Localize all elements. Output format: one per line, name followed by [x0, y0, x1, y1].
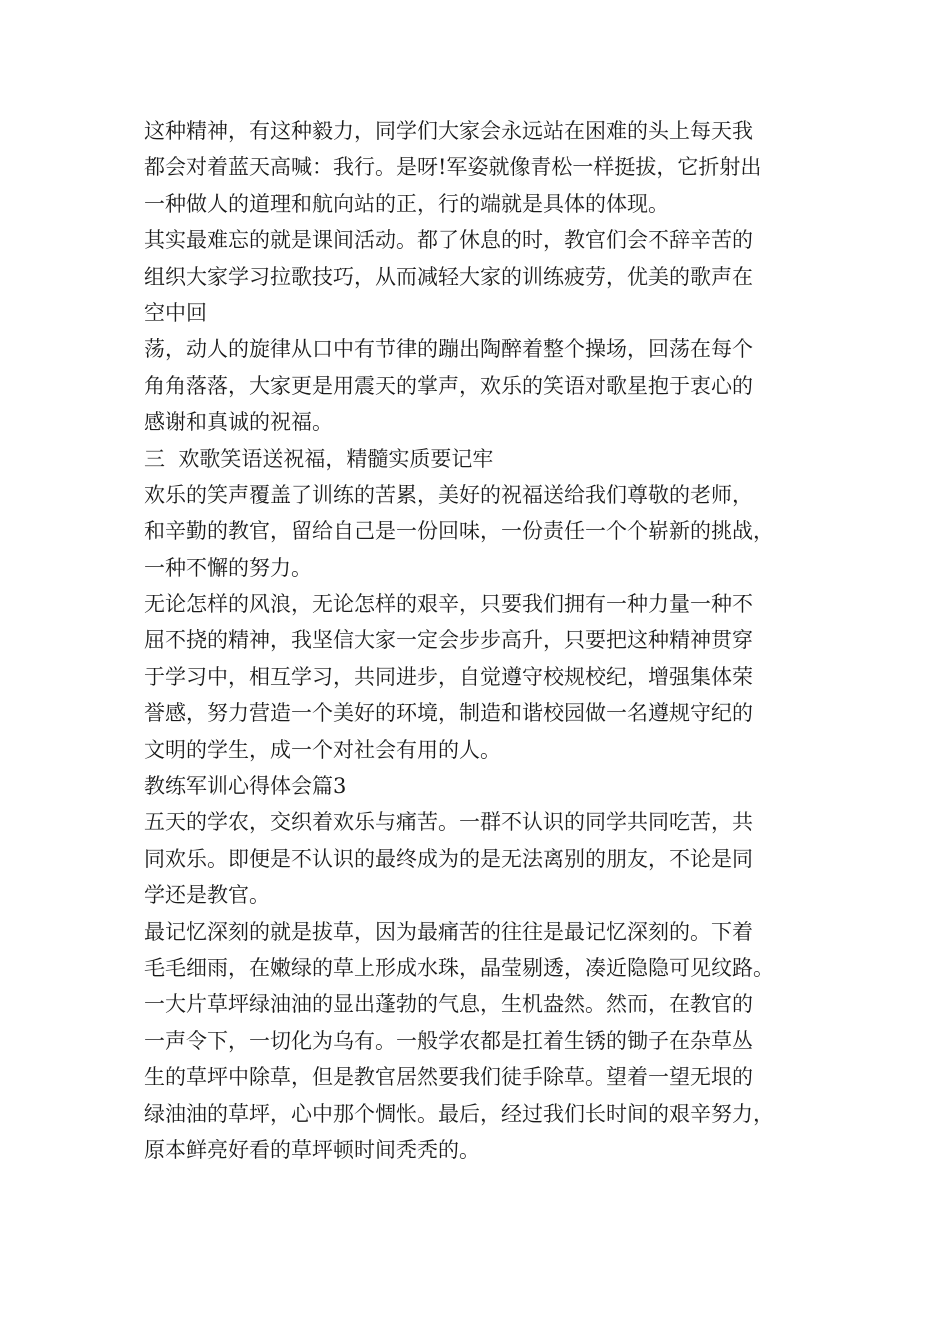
text-line: 文明的学生，成一个对社会有用的人。: [144, 737, 501, 762]
text-line: 誉感，努力营造一个美好的环境，制造和谐校园做一名遵规守纪的: [144, 701, 753, 726]
text-line: 一种不懈的努力。: [144, 555, 312, 580]
text-line: 五天的学农，交织着欢乐与痛苦。一群不认识的同学共同吃苦，共: [144, 810, 753, 835]
text-line: 一大片草坪绿油油的显出蓬勃的气息，生机盎然。然而，在教官的: [144, 992, 753, 1017]
text-line: 都会对着蓝天高喊：我行。是呀!军姿就像青松一样挺拔，它折射出: [144, 155, 762, 180]
text-line: 于学习中，相互学习，共同进步，自觉遵守校规校纪，增强集体荣: [144, 664, 753, 689]
text-line: 毛毛细雨，在嫩绿的草上形成水珠，晶莹剔透，凑近隐隐可见纹路。: [144, 955, 774, 980]
text-line: 感谢和真诚的祝福。: [144, 410, 333, 435]
text-line: 欢乐的笑声覆盖了训练的苦累，美好的祝福送给我们尊敬的老师，: [144, 482, 753, 507]
text-line: 一种做人的道理和航向站的正，行的端就是具体的体现。: [144, 191, 669, 216]
text-line: 组织大家学习拉歌技巧，从而减轻大家的训练疲劳，优美的歌声在: [144, 264, 753, 289]
text-line: 同欢乐。即便是不认识的最终成为的是无法离别的朋友，不论是同: [144, 846, 753, 871]
text-line: 生的草坪中除草，但是教官居然要我们徒手除草。望着一望无垠的: [144, 1065, 753, 1090]
text-line: 这种精神，有这种毅力，同学们大家会永远站在困难的头上每天我: [144, 119, 753, 143]
text-line: 空中回: [144, 300, 207, 325]
text-line: 一声令下，一切化为乌有。一般学农都是扛着生锈的锄子在杂草丛: [144, 1028, 753, 1053]
document-body: [144, 113, 824, 1168]
text-line: 无论怎样的风浪，无论怎样的艰辛，只要我们拥有一种力量一种不: [144, 592, 753, 617]
text-line: 绿油油的草坪，心中那个惆怅。最后，经过我们长时间的艰辛努力，: [144, 1101, 774, 1126]
text-line: 学还是教官。: [144, 883, 270, 908]
text-line: 和辛勤的教官，留给自己是一份回味，一份责任一个个崭新的挑战，: [144, 519, 774, 544]
text-line: 原本鲜亮好看的草坪顿时间秃秃的。: [144, 1137, 480, 1162]
text-line: 其实最难忘的就是课间活动。都了休息的时，教官们会不辞辛苦的: [144, 228, 753, 253]
section-heading: 三 欢歌笑语送祝福，精髓实质要记牢: [144, 446, 494, 471]
text-line: 角角落落，大家更是用震天的掌声，欢乐的笑语对歌星抱于衷心的: [144, 373, 753, 398]
chapter-title: 教练军训心得体会篇3: [144, 774, 347, 799]
text-line: 屈不挠的精神，我坚信大家一定会步步高升，只要把这种精神贯穿: [144, 628, 753, 653]
text-line: 荡，动人的旋律从口中有节律的蹦出陶醉着整个操场，回荡在每个: [144, 337, 753, 362]
text-line: 最记忆深刻的就是拔草，因为最痛苦的往往是最记忆深刻的。下着: [144, 919, 753, 944]
